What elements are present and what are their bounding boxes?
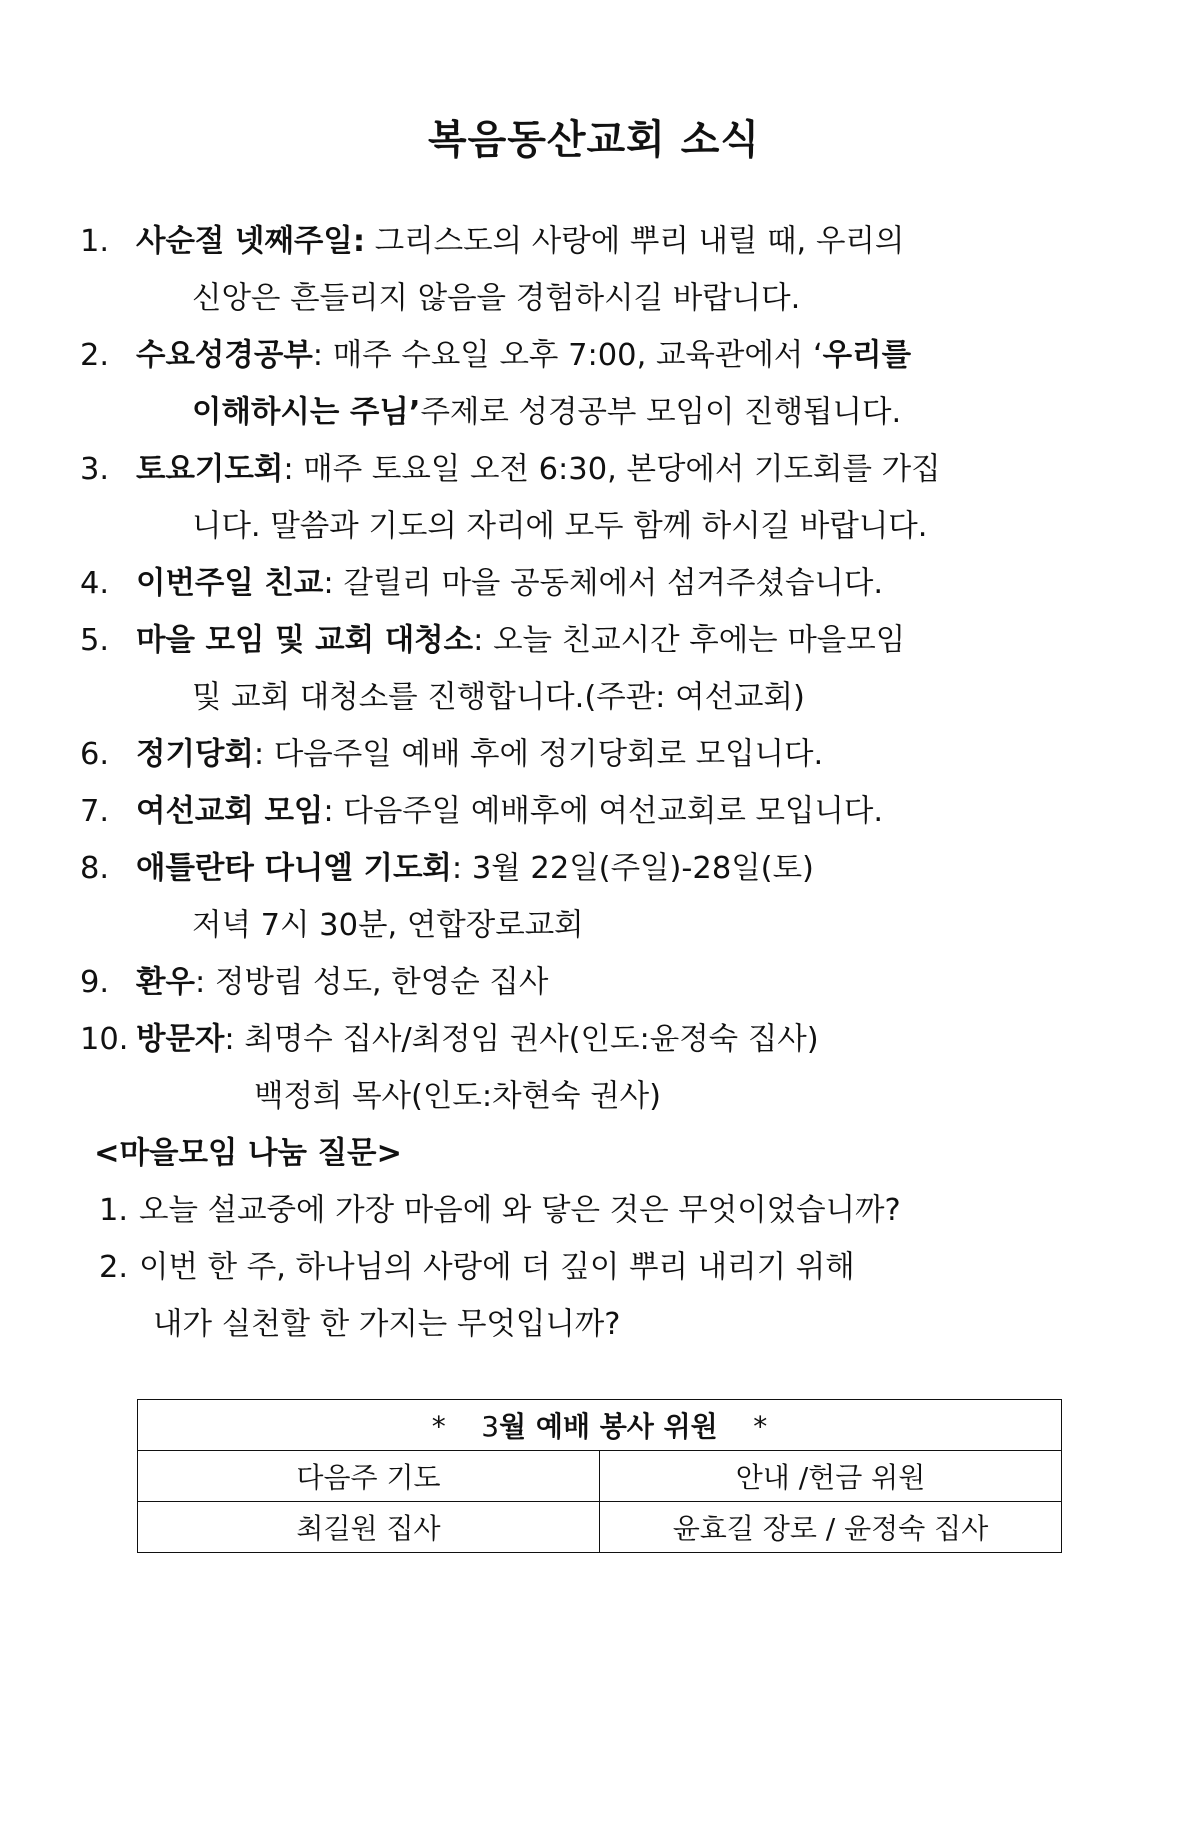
item-number: 9. xyxy=(80,965,110,1000)
news-item-1 xyxy=(80,213,1090,270)
table-header-cell: 안내 /헌금 위원 xyxy=(600,1451,1062,1502)
news-item-7 xyxy=(80,783,1090,840)
item-label: 정기당회 xyxy=(136,737,254,772)
item-label: 방문자 xyxy=(136,1022,225,1057)
item-text: : 갈릴리 마을 공동체에서 섬겨주셨습니다. xyxy=(323,566,884,601)
item-text: : 매주 수요일 오후 7:00, 교육관에서 ‘ xyxy=(312,338,823,373)
item-text: 그리스도의 사랑에 뿌리 내릴 때, 우리의 xyxy=(365,224,905,259)
question-number: 2. xyxy=(99,1250,129,1285)
news-item-1-cont: 신앙은 흔들리지 않음을 경험하시길 바랍니다. xyxy=(192,281,801,316)
questions-heading: <마을모임 나눔 질문> xyxy=(94,1136,403,1171)
news-item-4 xyxy=(80,555,1090,612)
question-number: 1. xyxy=(99,1193,129,1228)
table-row xyxy=(138,1502,1062,1553)
news-item-10-cont: 백정희 목사(인도:차현숙 권사) xyxy=(254,1079,662,1114)
news-item-10 xyxy=(80,1011,1090,1068)
question-item-2-cont: 내가 실천할 한 가지는 무엇입니까? xyxy=(153,1307,621,1342)
item-text: : 다음주일 예배 후에 정기당회로 모입니다. xyxy=(253,737,824,772)
table-cell: 최길원 집사 xyxy=(138,1502,600,1553)
question-item-1 xyxy=(99,1182,1090,1239)
news-item-8-cont: 저녁 7시 30분, 연합장로교회 xyxy=(192,908,584,943)
item-text: : 3월 22일(주일)-28일(토) xyxy=(451,851,814,886)
item-label-theme: 우리를 xyxy=(822,338,912,373)
item-number: 2. xyxy=(80,338,110,373)
item-label: 이번주일 친교 xyxy=(136,566,324,601)
item-text: : 매주 토요일 오전 6:30, 본당에서 기도회를 가집 xyxy=(283,452,941,487)
item-text: : 정방림 성도, 한영순 집사 xyxy=(194,965,549,1000)
news-item-2-cont xyxy=(80,384,1090,441)
item-number: 8. xyxy=(80,851,110,886)
item-label: 여선교회 모임 xyxy=(136,794,324,829)
item-text: : 다음주일 예배후에 여선교회로 모입니다. xyxy=(323,794,884,829)
item-label: 토요기도회 xyxy=(136,452,284,487)
item-label: 수요성경공부 xyxy=(136,338,313,373)
news-list xyxy=(80,213,1090,1353)
table-header-row xyxy=(138,1451,1062,1502)
table-cell: 윤효길 장로 / 윤정숙 집사 xyxy=(600,1502,1062,1553)
news-item-2 xyxy=(80,327,1090,384)
question-text: 오늘 설교중에 가장 마음에 와 닿은 것은 무엇이었습니까? xyxy=(139,1193,901,1228)
item-text: : 최명수 집사/최정임 권사(인도:윤정숙 집사) xyxy=(224,1022,819,1057)
item-text: : 오늘 친교시간 후에는 마을모임 xyxy=(473,623,906,658)
news-item-8 xyxy=(80,840,1090,897)
item-number: 3. xyxy=(80,452,110,487)
table-title-row xyxy=(138,1400,1062,1451)
news-item-9 xyxy=(80,954,1090,1011)
page-title: 복음동산교회 소식 xyxy=(427,117,761,163)
item-label: 애틀란타 다니엘 기도회 xyxy=(136,851,452,886)
item-text-cont: 주제로 성경공부 모임이 진행됩니다. xyxy=(420,395,902,430)
news-item-5 xyxy=(80,612,1090,669)
news-item-3-cont: 니다. 말씀과 기도의 자리에 모두 함께 하시길 바랍니다. xyxy=(192,509,928,544)
table-title: * 3월 예배 봉사 위원 * xyxy=(138,1400,1062,1451)
news-item-3 xyxy=(80,441,1090,498)
item-label: 사순절 넷째주일: xyxy=(136,224,366,259)
service-committee-table xyxy=(137,1399,1062,1553)
item-number: 10. xyxy=(80,1022,129,1057)
item-number: 1. xyxy=(80,224,110,259)
item-number: 4. xyxy=(80,566,110,601)
news-item-6 xyxy=(80,726,1090,783)
item-label: 마을 모임 및 교회 대청소 xyxy=(136,623,474,658)
news-item-5-cont: 및 교회 대청소를 진행합니다.(주관: 여선교회) xyxy=(192,680,805,715)
question-item-2 xyxy=(99,1239,1090,1296)
item-number: 5. xyxy=(80,623,110,658)
item-label: 환우 xyxy=(136,965,195,1000)
table-header-cell: 다음주 기도 xyxy=(138,1451,600,1502)
item-number: 6. xyxy=(80,737,110,772)
item-number: 7. xyxy=(80,794,110,829)
item-label-theme-cont: 이해하시는 주님’ xyxy=(192,395,421,430)
question-text: 이번 한 주, 하나님의 사랑에 더 깊이 뿌리 내리기 위해 xyxy=(139,1250,855,1285)
